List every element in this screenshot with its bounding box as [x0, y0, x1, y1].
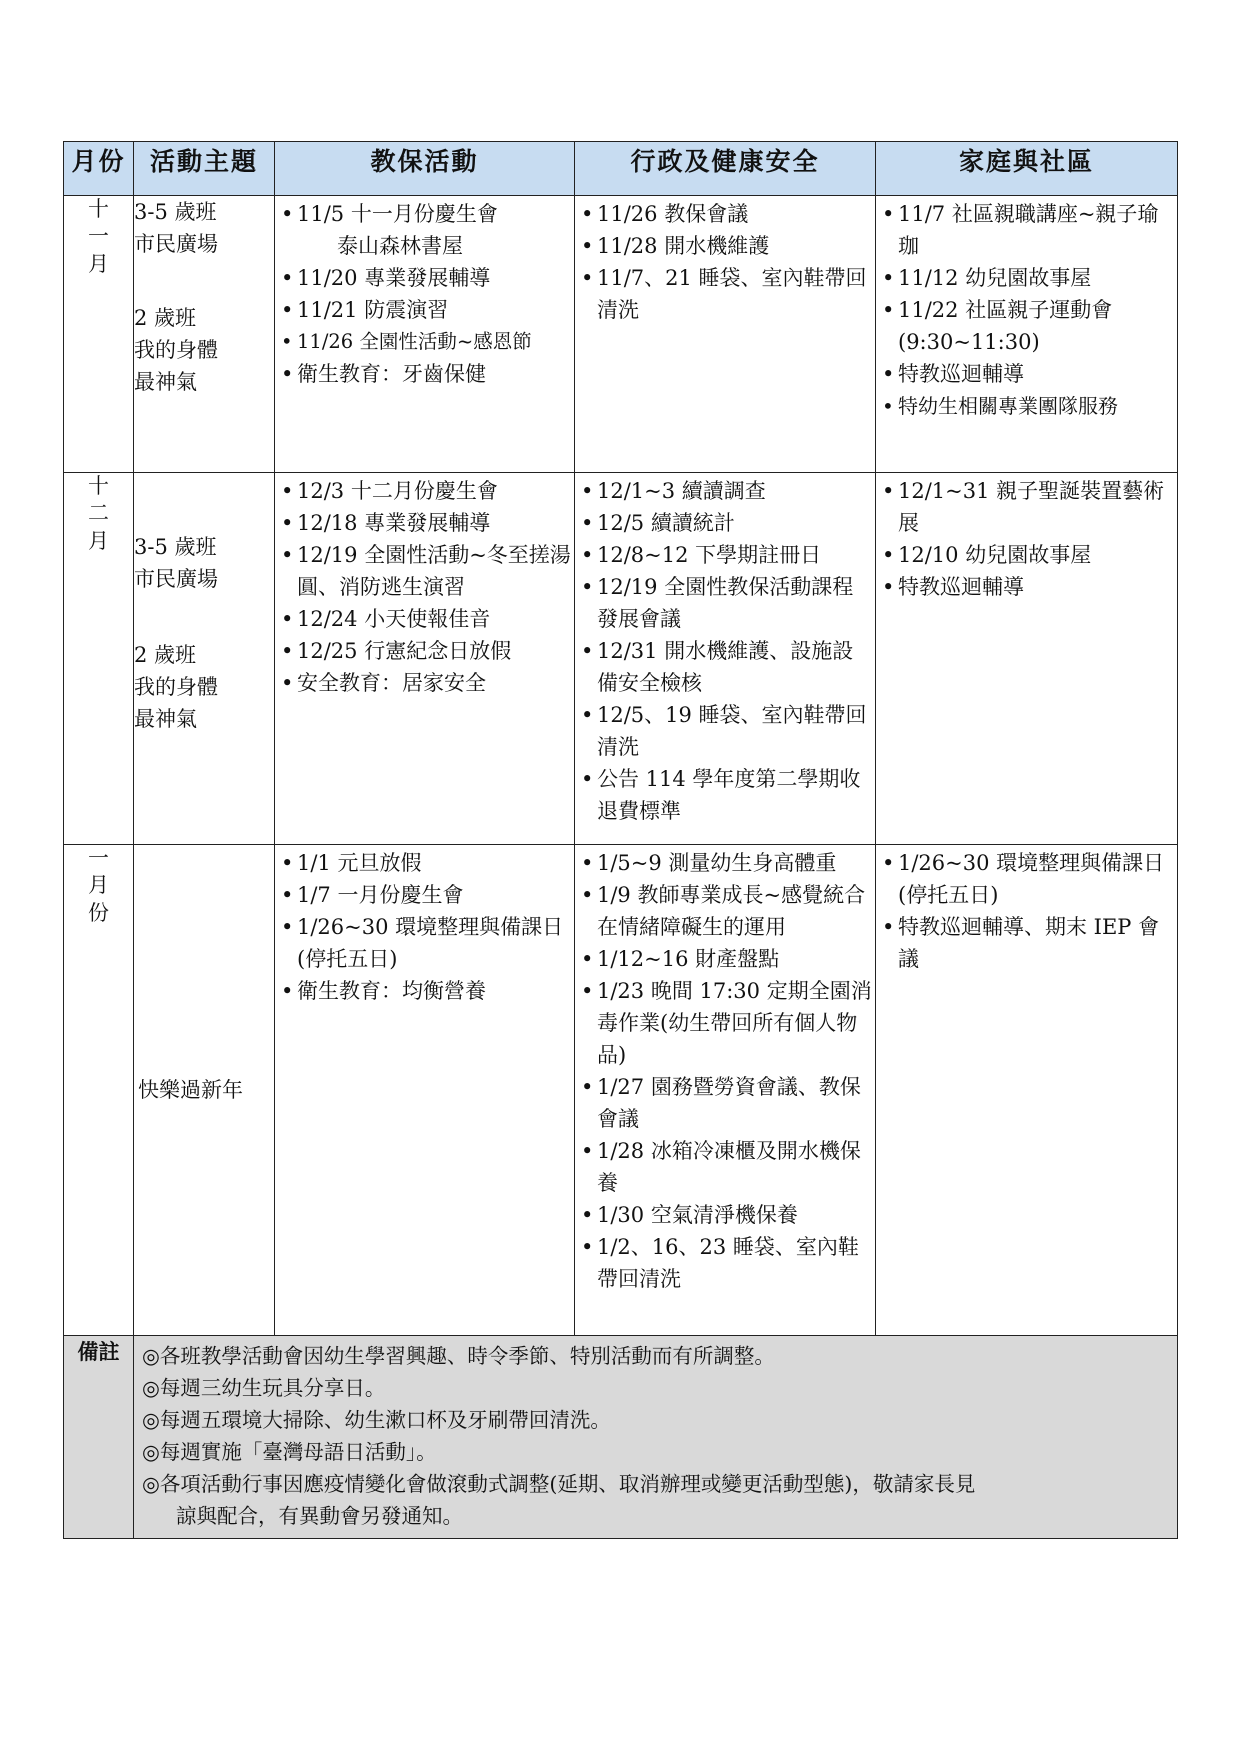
list-item: • 1/27 園務暨勞資會議、教保會議	[581, 1071, 873, 1135]
note-line: ◎每週實施「臺灣母語日活動」。	[142, 1440, 437, 1464]
note-line: ◎每週三幼生玩具分享日。	[142, 1376, 386, 1400]
month-label: 一月份	[88, 846, 109, 925]
theme-newyear: 快樂過新年	[138, 1078, 243, 1102]
header-month: 月份	[64, 142, 134, 196]
edu-cell	[275, 845, 575, 1336]
list-item: • 11/5 十一月份慶生會 泰山森林書屋	[281, 198, 572, 262]
list-item: • 1/2、16、23 睡袋、室內鞋帶回清洗	[581, 1231, 873, 1295]
list-item: • 11/26 全園性活動~感恩節	[281, 326, 572, 358]
list-item: • 1/9 教師專業成長~感覺統合在情緒障礙生的運用	[581, 879, 873, 943]
list-item: • 11/7 社區親職講座~親子瑜珈	[882, 198, 1175, 262]
note-line: ◎各班教學活動會因幼生學習興趣、時令季節、特別活動而有所調整。	[142, 1344, 775, 1368]
note-line-continued: 諒與配合，有異動會另發通知。	[176, 1504, 463, 1528]
list-item: • 12/1~31 親子聖誕裝置藝術展	[882, 475, 1175, 539]
list-item: • 1/26~30 環境整理與備課日(停托五日)	[281, 911, 572, 975]
list-item: • 12/10 幼兒園故事屋	[882, 539, 1175, 571]
note-line: ◎各項活動行事因應疫情變化會做滾動式調整(延期、取消辦理或變更活動型態)，敬請家長見	[142, 1472, 976, 1496]
list-item: • 12/3 十二月份慶生會	[281, 475, 572, 507]
header-row	[64, 142, 1178, 196]
list-item: • 衛生教育：牙齒保健	[281, 358, 572, 390]
month-label: 十一月	[88, 197, 109, 276]
notes-cell	[134, 1336, 1178, 1539]
header-theme: 活動主題	[134, 142, 275, 196]
admin-cell	[575, 196, 876, 473]
list-item: • 1/1 元旦放假	[281, 847, 572, 879]
list-item: • 12/5 續讀統計	[581, 507, 873, 539]
family-cell	[876, 473, 1178, 845]
theme-3-5: 3-5 歲班 市民廣場	[134, 200, 218, 256]
list-item: • 11/28 開水機維護	[581, 230, 873, 262]
month-cell	[64, 196, 134, 473]
list-item: • 特教巡迴輔導、期末 IEP 會議	[882, 911, 1175, 975]
list-item: • 1/23 晚間 17:30 定期全園消毒作業(幼生帶回所有個人物品)	[581, 975, 873, 1071]
list-item: • 1/5~9 測量幼生身高體重	[581, 847, 873, 879]
list-item: • 11/7、21 睡袋、室內鞋帶回清洗	[581, 262, 873, 326]
header-admin: 行政及健康安全	[575, 142, 876, 196]
month-cell	[64, 473, 134, 845]
theme-2: 2 歲班 我的身體 最神氣	[134, 306, 218, 394]
family-cell	[876, 845, 1178, 1336]
list-item: • 12/1~3 續讀調查	[581, 475, 873, 507]
notes-label: 備註	[64, 1336, 134, 1539]
list-item: • 特教巡迴輔導	[882, 571, 1175, 603]
list-item: • 特幼生相關專業團隊服務	[882, 390, 1175, 422]
row-november	[64, 196, 1178, 473]
theme-cell	[134, 196, 275, 473]
activity-calendar-table	[63, 141, 1178, 1539]
list-item: • 11/12 幼兒園故事屋	[882, 262, 1175, 294]
list-item: • 12/5、19 睡袋、室內鞋帶回清洗	[581, 699, 873, 763]
list-item: • 1/28 冰箱冷凍櫃及開水機保養	[581, 1135, 873, 1199]
list-item: • 12/19 全園性活動~冬至搓湯圓、消防逃生演習	[281, 539, 572, 603]
list-item: • 11/26 教保會議	[581, 198, 873, 230]
list-item: • 12/18 專業發展輔導	[281, 507, 572, 539]
theme-cell	[134, 473, 275, 845]
list-item: • 1/7 一月份慶生會	[281, 879, 572, 911]
list-item: • 12/24 小天使報佳音	[281, 603, 572, 635]
list-item: • 1/26~30 環境整理與備課日(停托五日)	[882, 847, 1175, 911]
month-cell	[64, 845, 134, 1336]
list-item: • 1/30 空氣清淨機保養	[581, 1199, 873, 1231]
list-item: • 公告 114 學年度第二學期收退費標準	[581, 763, 873, 827]
list-item: • 1/12~16 財產盤點	[581, 943, 873, 975]
notes-row	[64, 1336, 1178, 1539]
edu-cell	[275, 473, 575, 845]
family-cell	[876, 196, 1178, 473]
list-item: • 11/22 社區親子運動會(9:30~11:30)	[882, 294, 1175, 358]
theme-2: 2 歲班 我的身體 最神氣	[134, 643, 218, 731]
header-edu: 教保活動	[275, 142, 575, 196]
row-january	[64, 845, 1178, 1336]
theme-cell	[134, 845, 275, 1336]
list-item: • 特教巡迴輔導	[882, 358, 1175, 390]
list-item: • 12/31 開水機維護、設施設備安全檢核	[581, 635, 873, 699]
admin-cell	[575, 473, 876, 845]
list-item: • 12/19 全園性教保活動課程發展會議	[581, 571, 873, 635]
row-december	[64, 473, 1178, 845]
list-item: • 安全教育：居家安全	[281, 667, 572, 699]
list-item: • 12/8~12 下學期註冊日	[581, 539, 873, 571]
theme-3-5: 3-5 歲班 市民廣場	[134, 535, 218, 591]
list-item: • 11/20 專業發展輔導	[281, 262, 572, 294]
note-line: ◎每週五環境大掃除、幼生漱口杯及牙刷帶回清洗。	[142, 1408, 611, 1432]
month-label: 十二月	[88, 474, 109, 553]
list-item: • 衛生教育：均衡營養	[281, 975, 572, 1007]
list-item: • 11/21 防震演習	[281, 294, 572, 326]
edu-cell	[275, 196, 575, 473]
list-item: • 12/25 行憲紀念日放假	[281, 635, 572, 667]
admin-cell	[575, 845, 876, 1336]
header-family: 家庭與社區	[876, 142, 1178, 196]
